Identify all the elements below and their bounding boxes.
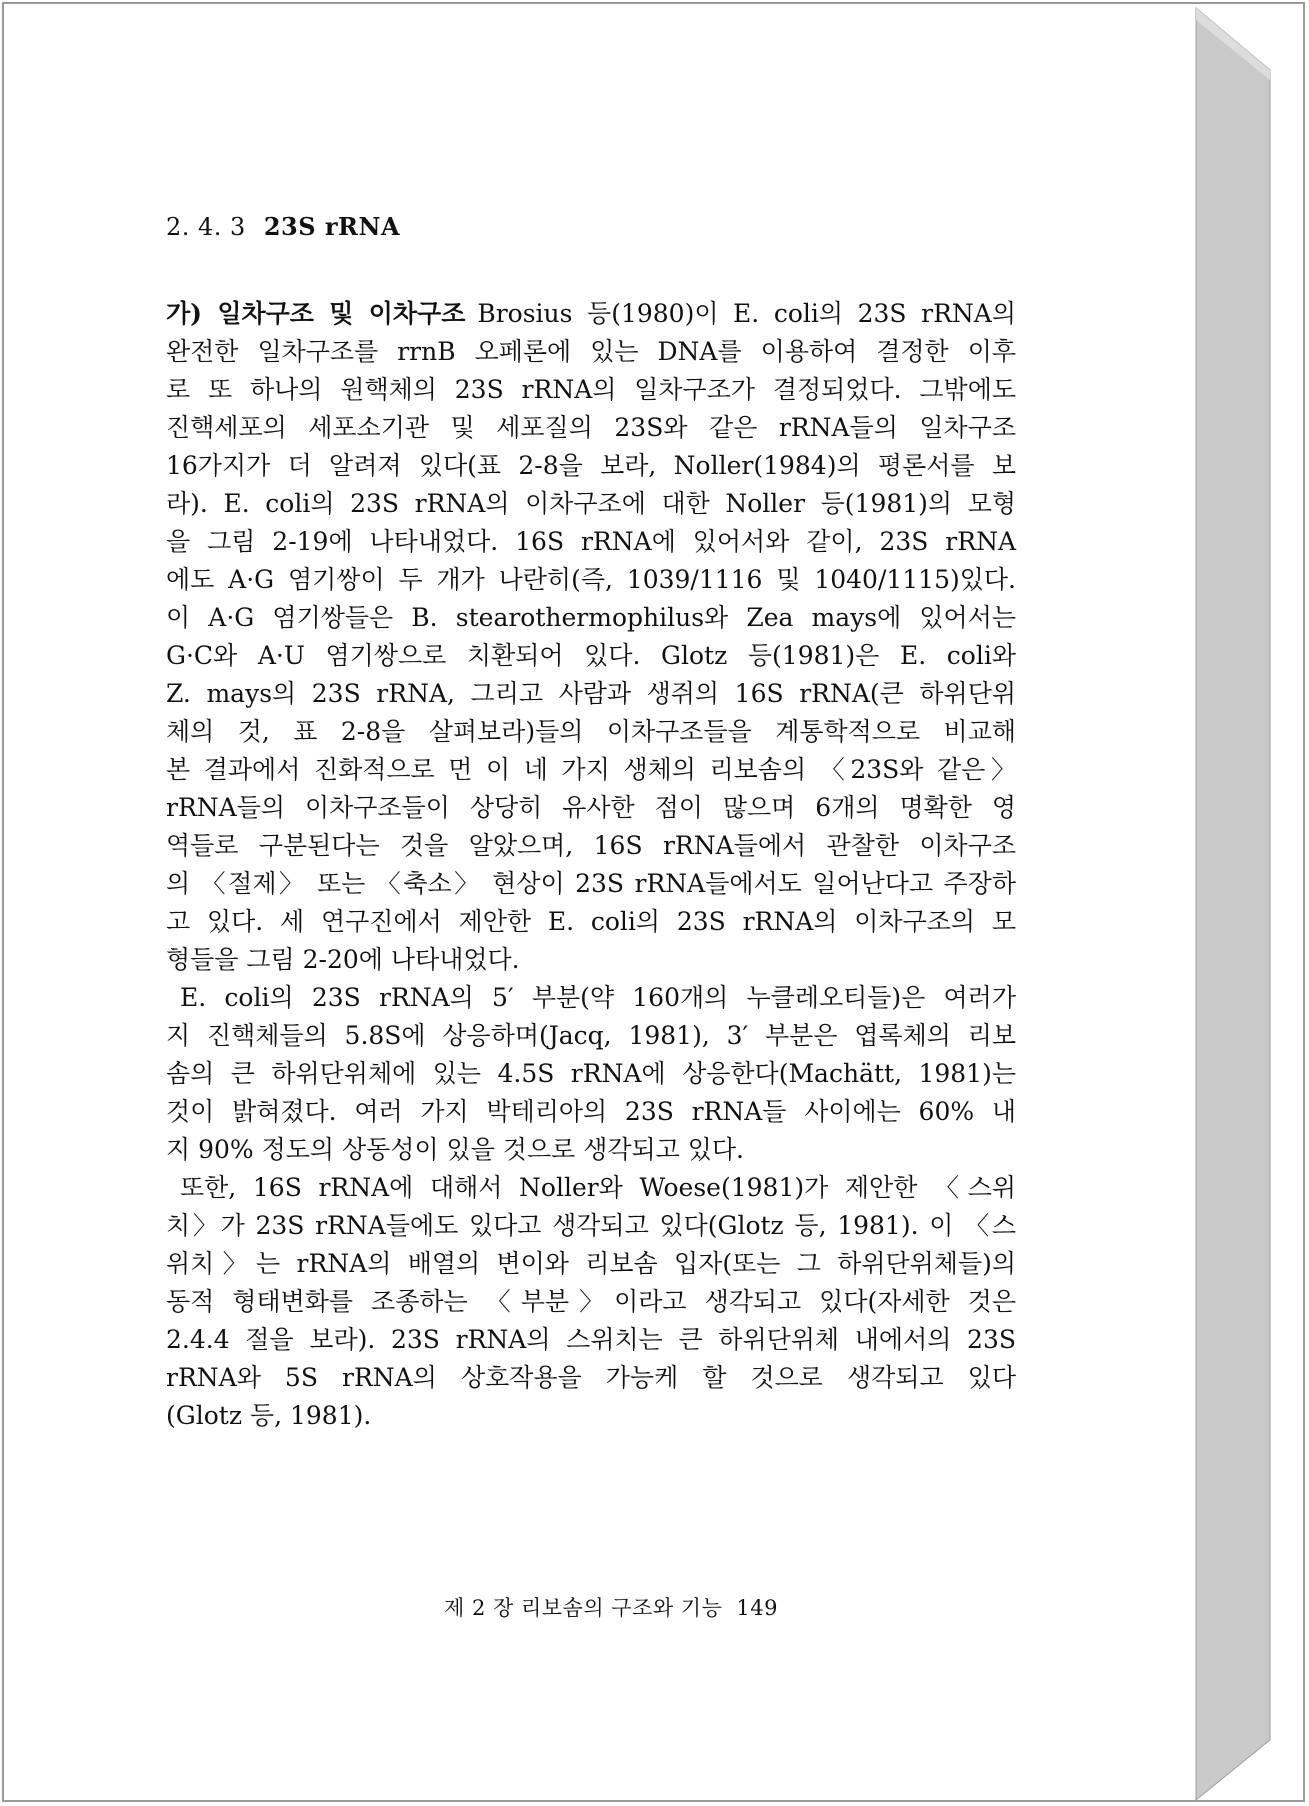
text-line: 체의 것, 표 2-8을 살펴보라)들의 이차구조들을 계통학적으로 비교해 <box>166 717 1016 746</box>
text-line: 16가지가 더 알려져 있다(표 2-8을 보라, Noller(1984)의 평론서를 보 <box>166 451 1016 480</box>
text-line-segment: Brosius 등(1980)이 E. coli의 23S rRNA의 <box>477 299 1016 328</box>
text-line: 본 결과에서 진화적으로 먼 이 네 가지 생체의 리보솜의 〈23S와 같은〉 <box>166 755 1016 784</box>
text-line: 치〉가 23S rRNA들에도 있다고 생각되고 있다(Glotz 등, 1981). 이 〈스 <box>166 1211 1016 1240</box>
text-line: Z. mays의 23S rRNA, 그리고 사람과 생쥐의 16S rRNA(큰 하위단위 <box>166 679 1016 708</box>
text-line: 지 90% 정도의 상동성이 있을 것으로 생각되고 있다. <box>166 1135 744 1164</box>
text-line: 것이 밝혀졌다. 여러 가지 박테리아의 23S rRNA들 사이에는 60% 내 <box>166 1097 1016 1126</box>
text-line: G·C와 A·U 염기쌍으로 치환되어 있다. Glotz 등(1981)은 E. coli와 <box>166 641 1016 670</box>
subsection-heading: 가) 일차구조 및 이차구조 <box>166 299 466 328</box>
text-line: 이 A·G 염기쌍들은 B. stearothermophilus와 Zea mays에 있어서는 <box>166 603 1016 632</box>
section-number: 2. 4. 3 <box>166 213 246 241</box>
text-line: 역들로 구분된다는 것을 알았으며, 16S rRNA들에서 관찰한 이차구조 <box>166 831 1016 860</box>
text-line: 지 진핵체들의 5.8S에 상응하며(Jacq, 1981), 3′ 부분은 엽록체의 리보 <box>166 1021 1016 1050</box>
text-line: 의 〈절제〉 또는 〈축소〉 현상이 23S rRNA들에서도 일어난다고 주장하 <box>166 869 1016 898</box>
text-line: 2.4.4 절을 보라). 23S rRNA의 스위치는 큰 하위단위체 내에서의 23S <box>166 1325 1016 1354</box>
text-line <box>166 295 1016 333</box>
text-line: 동적 형태변화를 조종하는 〈부분〉이라고 생각되고 있다(자세한 것은 <box>166 1287 1016 1316</box>
chapter-title: 제 2 장 리보솜의 구조와 기능 <box>444 1596 723 1620</box>
text-line: 에도 A·G 염기쌍이 두 개가 나란히(즉, 1039/1116 및 1040/1115)있다. <box>166 565 1016 594</box>
text-line: 또한, 16S rRNA에 대해서 Noller와 Woese(1981)가 제안한 〈스위 <box>180 1173 1016 1202</box>
page-number: 149 <box>736 1596 778 1620</box>
text-line: 고 있다. 세 연구진에서 제안한 E. coli의 23S rRNA의 이차구조의 모 <box>166 907 1016 936</box>
text-line: rRNA와 5S rRNA의 상호작용을 가능케 할 것으로 생각되고 있다 <box>166 1363 1016 1392</box>
text-line: (Glotz 등, 1981). <box>166 1401 372 1430</box>
text-line: E. coli의 23S rRNA의 5′ 부분(약 160개의 누클레오티들)은 여러가 <box>180 983 1016 1012</box>
text-line: 완전한 일차구조를 rrnB 오페론에 있는 DNA를 이용하여 결정한 이후 <box>166 337 1016 366</box>
text-line: 솜의 큰 하위단위체에 있는 4.5S rRNA에 상응한다(Machätt, 1981)는 <box>166 1059 1016 1088</box>
text-line: 진핵세포의 세포소기관 및 세포질의 23S와 같은 rRNA들의 일차구조 <box>166 413 1016 442</box>
text-line: 로 또 하나의 원핵체의 23S rRNA의 일차구조가 결정되었다. 그밖에도 <box>166 375 1016 404</box>
text-line: rRNA들의 이차구조들이 상당히 유사한 점이 많으며 6개의 명확한 영 <box>166 793 1016 822</box>
text-line: 라). E. coli의 23S rRNA의 이차구조에 대한 Noller 등(1981)의 모형 <box>166 489 1016 518</box>
page-footer <box>444 1592 778 1622</box>
text-line: 형들을 그림 2-20에 나타내었다. <box>166 945 520 974</box>
section-title: 23S rRNA <box>263 212 401 241</box>
text-line: 위치〉는 rRNA의 배열의 변이와 리보솜 입자(또는 그 하위단위체들)의 <box>166 1249 1016 1278</box>
section-heading <box>166 212 400 241</box>
text-line: 을 그림 2-19에 나타내었다. 16S rRNA에 있어서와 같이, 23S rRNA <box>166 527 1016 556</box>
